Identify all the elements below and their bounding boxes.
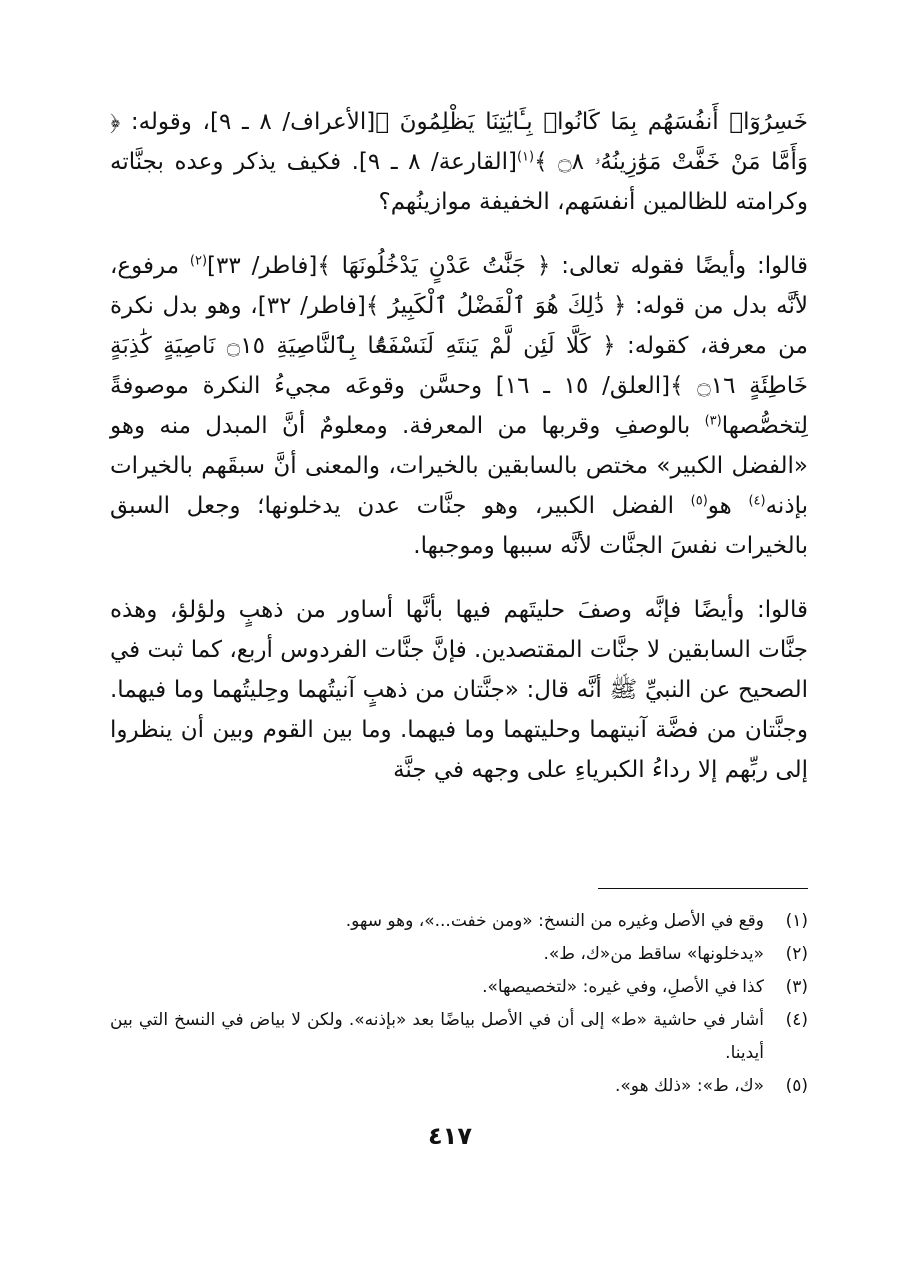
footnote-number: (١) xyxy=(785,911,808,931)
footnote-text: أشار في حاشية «ط» إلى أن في الأصل بياضًا بعد «بإذنه». ولكن لا بياض في النسخ التي بين أيدينا. xyxy=(110,1010,764,1063)
footnote-reference: (٤) xyxy=(748,493,766,509)
footnote-text: «ك، ط»: «ذلك هو». xyxy=(615,1076,764,1096)
paragraph-text: قالوا: وأيضًا فإنَّه وصفَ حليتَهم فيها بأنَّها أساور من ذهبٍ ولؤلؤ، وهذه جنَّات السابقين لا جنَّات المقتصدين. فإنَّ جنَّات الفردوس أربع، كما ثبت في الصحيح عن النبيِّ ﷺ أنَّه قال: «جنَّتان من ذهبٍ آنيتُهما وحِليتُهما وما فيهما. وجنَّتان من فضَّة آنيتهما وحليتهما وما فيهما. وما بين القوم وبين أن ينظروا إلى ربِّهم إلا رداءُ الكبرياءِ على وجهه في جنَّة xyxy=(110,597,808,783)
footnote-divider xyxy=(598,888,808,889)
footnote-text: «يدخلونها» ساقط من«ك، ط». xyxy=(543,944,764,964)
paragraph-1 xyxy=(110,102,808,222)
footnote-1 xyxy=(110,905,808,938)
paragraph-2 xyxy=(110,246,808,566)
paragraph-3 xyxy=(110,590,808,790)
footnote-reference: (٥) xyxy=(690,493,708,509)
footnote-2 xyxy=(110,938,808,971)
paragraph-text: هو xyxy=(707,493,749,519)
paragraph-text: مرفوع، لأنَّه بدل من قوله: ﴿ ذَٰلِكَ هُوَ ٱلْفَضْلُ ٱلْكَبِيرُ ﴾[فاطر/ ٣٢]، وهو بدل نكرة من معرفة، كقوله: ﴿ كَلَّا لَئِن لَّمْ يَنتَهِ لَنَسْفَعًۢا بِٱلنَّاصِيَةِ ۝١٥ نَاصِيَةٍ كَٰذِبَةٍ خَاطِئَةٍ ۝١٦ ﴾[العلق/ ١٥ ـ ١٦] وحسَّن وقوعَه مجيءُ النكرة موصوفةً لِتخصُّصها xyxy=(110,253,808,439)
footnote-number: (٤) xyxy=(785,1010,808,1030)
footnote-text: كذا في الأصلِ، وفي غيره: «لتخصيصها». xyxy=(482,977,764,997)
paragraph-text: [القارعة/ ٨ ـ ٩]. فكيف يذكر وعده بجنَّاته وكرامته للظالمين أنفسَهم، الخفيفة موازينُهم؟ xyxy=(110,149,808,215)
paragraph-text: بالوصفِ وقربها من المعرفة. ومعلومٌ أنَّ المبدل منه وهو «الفضل الكبير» مختص بالسابقين بالخيرات، والمعنى أنَّ سبقَهم بالخيرات بإذنه xyxy=(110,413,808,519)
footnote-number: (٥) xyxy=(785,1076,808,1096)
footnote-5 xyxy=(110,1070,808,1103)
paragraph-text: الفضل الكبير، وهو جنَّات عدن يدخلونها؛ وجعل السبق بالخيرات نفسَ الجنَّات لأنَّه سببها وموجبها. xyxy=(110,493,808,559)
footnote-number: (٢) xyxy=(785,944,808,964)
footnote-3 xyxy=(110,971,808,1004)
paragraph-text: خَسِرُوٓا۟ أَنفُسَهُم بِمَا كَانُوا۟ بِـَٔايَٰتِنَا يَظْلِمُونَ ﴾[الأعراف/ ٨ ـ ٩]، وقوله: ﴿ وَأَمَّا مَنْ خَفَّتْ مَوَٰزِينُهُۥ ۝٨ ﴾ xyxy=(110,109,808,175)
footnote-reference: (٣) xyxy=(704,413,722,429)
footnotes xyxy=(110,905,808,1103)
page-number: ٤١٧ xyxy=(428,1122,472,1150)
main-text xyxy=(110,102,808,790)
footnote-number: (٣) xyxy=(785,977,808,997)
footnote-text: وقع في الأصل وغيره من النسخ: «ومن خفت...»، وهو سهو. xyxy=(345,911,764,931)
footnote-4 xyxy=(110,1004,808,1070)
footnote-reference: (٢) xyxy=(189,253,208,269)
paragraph-text: قالوا: وأيضًا فقوله تعالى: ﴿ جَنَّٰتُ عَدْنٍ يَدْخُلُونَهَا ﴾[فاطر/ ٣٣] xyxy=(207,253,808,279)
footnote-reference: (١) xyxy=(516,149,535,165)
